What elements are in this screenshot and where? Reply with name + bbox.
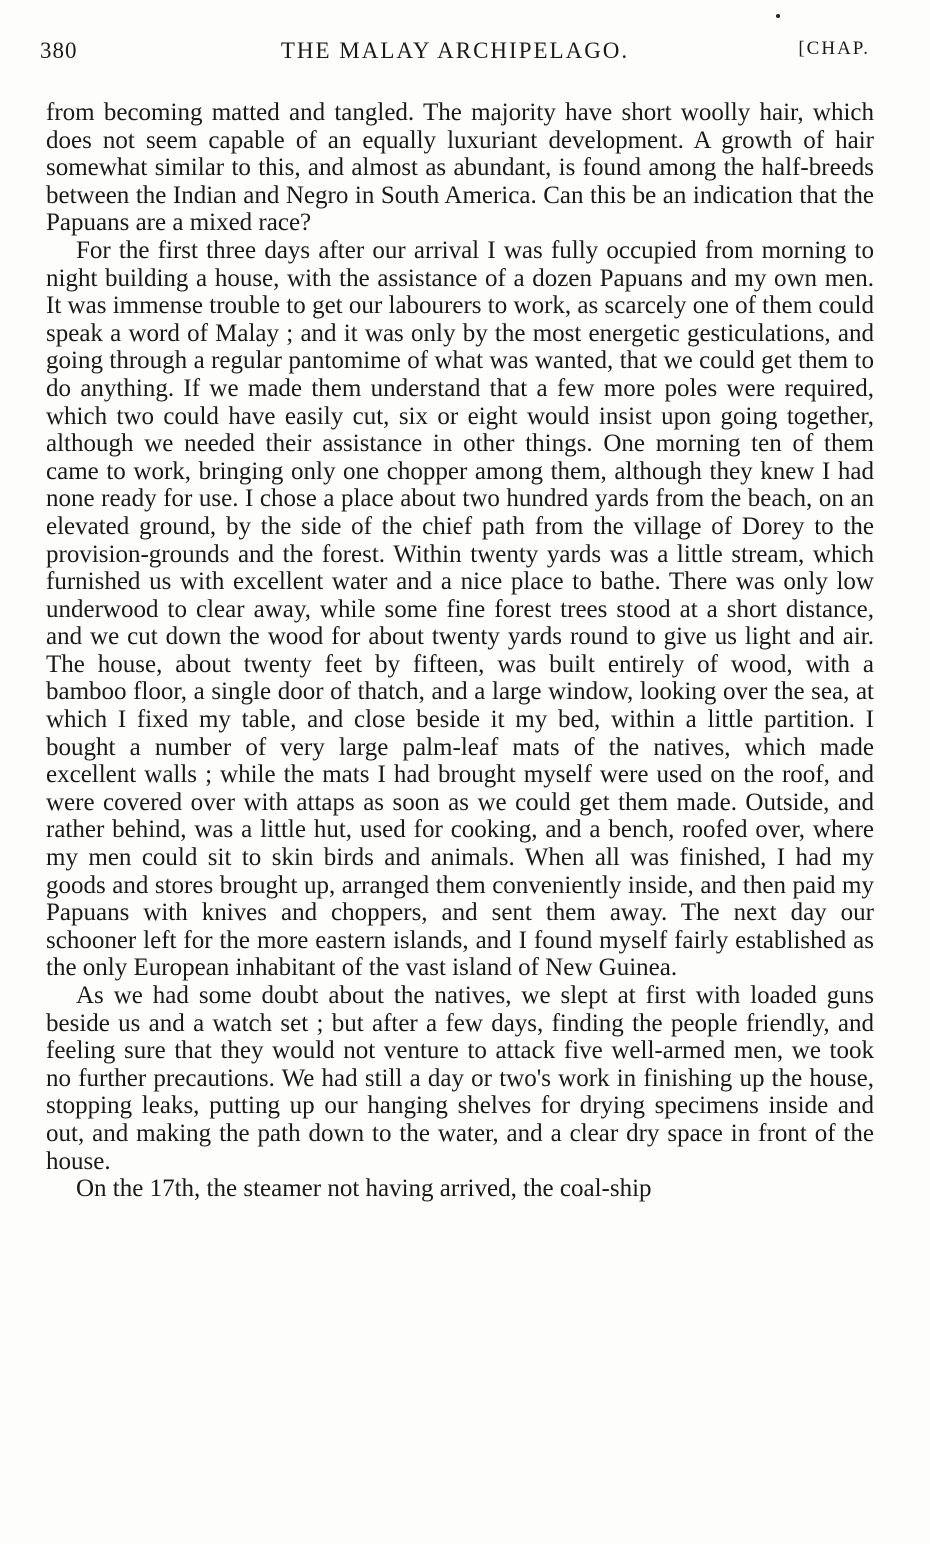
ink-speck (776, 14, 780, 18)
body-text (46, 99, 874, 1203)
page-number: 380 (40, 38, 78, 63)
paragraph-house-building: For the first three days after our arrival I was fully occupied from morning to night building a house, with the assistance of a dozen Papuans and my own men. It was immense trouble to get our labourers to work, as scarcely one of them could speak a word of Malay ; and it was only by the most energetic gesticulations, and going through a regular pantomime of what was wanted, that we could get them to do anything. If we made them understand that a few more poles were required, which two could have easily cut, six or eight would insist upon going together, although we needed their assistance in other things. One morning ten of them came to work, bringing only one chopper among them, although they knew I had none ready for use. I chose a place about two hundred yards from the beach, on an elevated ground, by the side of the chief path from the village of Dorey to the provision-grounds and the forest. Within twenty yards was a little stream, which furnished us with excellent water and a nice place to bathe. There was only low underwood to clear away, while some fine forest trees stood at a short distance, and we cut down the wood for about twenty yards round to give us light and air. The house, about twenty feet by fifteen, was built entirely of wood, with a bamboo floor, a single door of thatch, and a large window, looking over the sea, at which I fixed my table, and close beside it my bed, within a little partition. I bought a number of very large palm-leaf mats of the natives, which made excellent walls ; while the mats I had brought myself were used on the roof, and were covered over with attaps as soon as we could get them made. Outside, and rather behind, was a little hut, used for cooking, and a bench, roofed over, where my men could sit to skin birds and animals. When all was finished, I had my goods and stores brought up, arranged them conveniently inside, and then paid my Papuans with knives and choppers, and sent them away. The next day our schooner left for the more eastern islands, and I found myself fairly established as the only European inhabitant of the vast island of New Guinea. (46, 236, 874, 982)
page-header (40, 38, 870, 70)
paragraph-natives: As we had some doubt about the natives, we slept at first with loaded guns beside us and a watch set ; but after a few days, finding the people friendly, and feeling sure that they would not venture to attack five well-armed men, we took no further precautions. We had still a day or two's work in finishing up the house, stopping leaks, putting up our hanging shelves for drying specimens inside and out, and making the path down to the water, and a clear dry space in front of the house. (46, 982, 874, 1175)
paragraph-continued: from becoming matted and tangled. The majority have short woolly hair, which does not seem capable of an equally luxuriant development. A growth of hair somewhat similar to this, and almost as abundant, is found among the half-breeds between the Indian and Negro in South America. Can this be an indication that the Papuans are a mixed race? (46, 99, 874, 237)
paragraph-steamer: On the 17th, the steamer not having arrived, the coal-ship (76, 1175, 652, 1203)
chapter-label: [CHAP. (798, 38, 870, 59)
running-title: THE MALAY ARCHIPELAGO. (280, 38, 630, 63)
